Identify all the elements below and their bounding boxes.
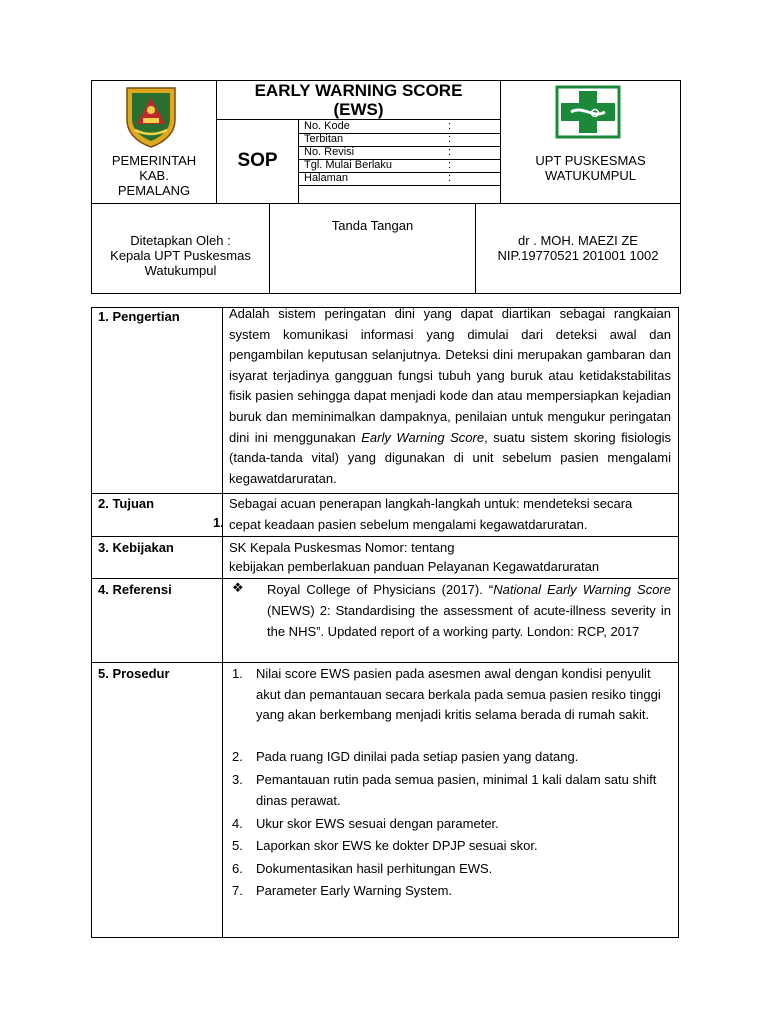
- meta-separator: :: [448, 146, 452, 158]
- approval-line: Watukumpul: [144, 263, 217, 278]
- prosedur-item-number: 3.: [232, 772, 243, 787]
- title-line-1: EARLY WARNING SCORE: [254, 81, 463, 100]
- signatory-nip: NIP.19770521 201001 1002: [497, 248, 659, 263]
- sop-label: SOP: [237, 150, 278, 171]
- title-line-2: (EWS): [333, 100, 384, 119]
- pengertian-text-part: , suatu sistem skoring fisiologis (tanda-tanda vital) yang digunakan di unit sebelum pasien mengalami kegawatdaruratan.: [229, 429, 671, 486]
- referensi-text-part: Royal College of Physicians (2017). “: [267, 582, 494, 597]
- prosedur-item-text: Dokumentasikan hasil perhitungan EWS.: [256, 861, 493, 876]
- kebijakan-line: SK Kepala Puskesmas Nomor: tentang: [229, 540, 455, 555]
- left-org-line: PEMERINTAH: [111, 153, 197, 168]
- referensi-italic-title: National Early Warning Score: [493, 582, 671, 597]
- meta-separator: :: [448, 120, 452, 132]
- meta-row-halaman: [298, 172, 500, 185]
- right-org-line: WATUKUMPUL: [545, 168, 636, 183]
- signatory-name: dr . MOH. MAEZI ZE: [518, 233, 638, 248]
- label-kebijakan: 3. Kebijakan: [98, 540, 174, 555]
- label-pengertian: 1. Pengertian: [98, 309, 180, 324]
- document-title: [217, 81, 500, 119]
- right-org-name: [501, 153, 680, 183]
- prosedur-item-number: 1.: [232, 666, 243, 681]
- left-org-line: PEMALANG: [117, 183, 191, 198]
- meta-label: No. Kode: [304, 120, 350, 132]
- right-org-line: UPT PUSKESMAS: [535, 153, 646, 168]
- approval-authority: [92, 233, 269, 278]
- left-org-line: KAB.: [139, 168, 169, 183]
- meta-label: Halaman: [304, 172, 349, 184]
- meta-row-terbitan: [298, 133, 500, 146]
- pengertian-text: [229, 304, 671, 489]
- prosedur-item-number: 2.: [232, 749, 243, 764]
- label-prosedur: 5. Prosedur: [98, 666, 170, 681]
- pengertian-italic-term: Early Warning Score: [361, 429, 485, 445]
- regency-emblem-icon: [123, 86, 179, 148]
- prosedur-item-text: Pada ruang IGD dinilai pada setiap pasien yang datang.: [256, 749, 579, 764]
- prosedur-item-number: 5.: [232, 838, 243, 853]
- prosedur-item-text: Pemantauan rutin pada semua pasien, minimal 1 kali dalam satu shift dinas perawat.: [256, 772, 657, 808]
- referensi-text: [267, 579, 671, 642]
- meta-separator: :: [448, 159, 452, 171]
- left-org-name: [92, 153, 216, 198]
- prosedur-item-text: Nilai score EWS pasien pada asesmen awal dengan kondisi penyulit akut dan pemantauan secara berkala pada semua pasien resiko tinggi yang akan berkembang menjadi kritis selama berada di rumah sakit.: [256, 666, 661, 722]
- meta-row-kode: [298, 120, 500, 133]
- bullet-icon: ❖: [232, 580, 244, 595]
- meta-row-revisi: [298, 146, 500, 159]
- prosedur-item-text: Ukur skor EWS sesuai dengan parameter.: [256, 816, 499, 831]
- approval-line: Kepala UPT Puskesmas: [110, 248, 251, 263]
- signature-label: Tanda Tangan: [331, 218, 414, 233]
- puskesmas-logo-icon: [555, 85, 621, 139]
- tujuan-line: cepat keadaan pasien sebelum mengalami kegawatdaruratan.: [229, 516, 588, 532]
- tujuan-line: Sebagai acuan penerapan langkah-langkah untuk: mendeteksi secara: [229, 496, 633, 511]
- kebijakan-line: kebijakan pemberlakuan panduan Pelayanan Kegawatdaruratan: [229, 559, 600, 574]
- pengertian-text-part: Adalah sistem peringatan dini yang dapat diartikan sebagai rangkaian system komunikasi informasi yang dimulai dari deteksi awal dan pengambilan keputusan selanjutnya. Deteksi dini merupakan gambaran dan isyarat terjadinya gangguan fungsi tubuh yang buruk atau ketidakstabilitas fisik pasien sehingga dapat menjadi kode dan atau mempersiapkan kejadian buruk dan meminimalkan dampaknya, penilaian untuk mengukur peringatan dini ini menggunakan: [229, 306, 671, 445]
- prosedur-item-number: 4.: [232, 816, 243, 831]
- meta-label: Tgl. Mulai Berlaku: [304, 159, 393, 171]
- kebijakan-text: [229, 538, 599, 576]
- referensi-text-part: (NEWS) 2: Standardising the assessment of acute-illness severity in the NHS”. Updated report of a working party. London: RCP, 2017: [267, 603, 671, 639]
- meta-row-tgl: [298, 159, 500, 172]
- prosedur-item-text: Parameter Early Warning System.: [256, 883, 453, 898]
- prosedur-item-text: Laporkan skor EWS ke dokter DPJP sesuai skor.: [256, 838, 538, 853]
- meta-separator: :: [448, 133, 452, 145]
- prosedur-item-number: 7.: [232, 883, 243, 898]
- label-referensi: 4. Referensi: [98, 582, 172, 597]
- label-tujuan: 2. Tujuan: [98, 496, 155, 511]
- tujuan-marker: 1.: [213, 515, 224, 530]
- prosedur-item-number: 6.: [232, 861, 243, 876]
- meta-separator: :: [448, 172, 452, 184]
- approval-line: Ditetapkan Oleh :: [130, 233, 231, 248]
- tujuan-text: [229, 494, 632, 535]
- meta-label: Terbitan: [304, 133, 344, 145]
- meta-label: No. Revisi: [304, 146, 355, 158]
- signatory: [476, 233, 680, 263]
